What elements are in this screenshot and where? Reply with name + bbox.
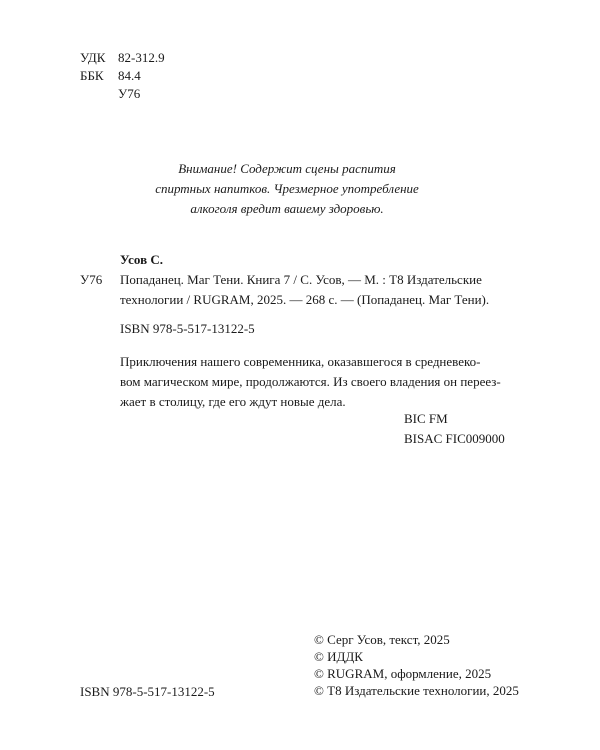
udc-row <box>80 48 165 67</box>
warning-line: спиртных напитков. Чрезмерное употребление <box>155 181 419 196</box>
alcohol-warning <box>120 159 454 219</box>
bic-code: BIC FM <box>404 411 448 426</box>
biblio-line: технологии / RUGRAM, 2025. — 268 с. — (Попаданец. Маг Тени). <box>120 292 490 307</box>
bibliographic-description <box>120 270 520 310</box>
udc-value: 82-312.9 <box>118 50 165 65</box>
author-code: У76 <box>80 272 103 287</box>
copyright-line: © Серг Усов, текст, 2025 <box>314 632 450 647</box>
bbk-label: ББК <box>80 68 104 83</box>
subject-codes <box>404 409 505 449</box>
bisac-code: BISAC FIC009000 <box>404 431 505 446</box>
author-sign-row <box>80 84 140 103</box>
bbk-row <box>80 66 141 85</box>
warning-line: Внимание! Содержит сцены распития <box>178 161 396 176</box>
author-sign-value: У76 <box>118 86 141 101</box>
copyright-block <box>314 631 519 699</box>
isbn-bottom: ISBN 978-5-517-13122-5 <box>80 684 215 699</box>
copyright-line: © RUGRAM, оформление, 2025 <box>314 666 492 681</box>
annotation-line: вом магическом мире, продолжаются. Из своего владения он переез- <box>120 374 501 389</box>
annotation-line: Приключения нашего современника, оказавшегося в средневеко- <box>120 354 481 369</box>
author-name: Усов С. <box>120 252 163 267</box>
isbn: ISBN 978-5-517-13122-5 <box>120 321 255 336</box>
biblio-line: Попаданец. Маг Тени. Книга 7 / С. Усов, — М. : Т8 Издательские <box>120 272 482 287</box>
annotation <box>120 352 520 412</box>
copyright-line: © Т8 Издательские технологии, 2025 <box>314 683 519 698</box>
annotation-line: жает в столицу, где его ждут новые дела. <box>120 394 346 409</box>
copyright-line: © ИДДК <box>314 649 363 664</box>
udc-label: УДК <box>80 50 106 65</box>
warning-line: алкоголя вредит вашему здоровью. <box>190 201 384 216</box>
bbk-value: 84.4 <box>118 68 141 83</box>
